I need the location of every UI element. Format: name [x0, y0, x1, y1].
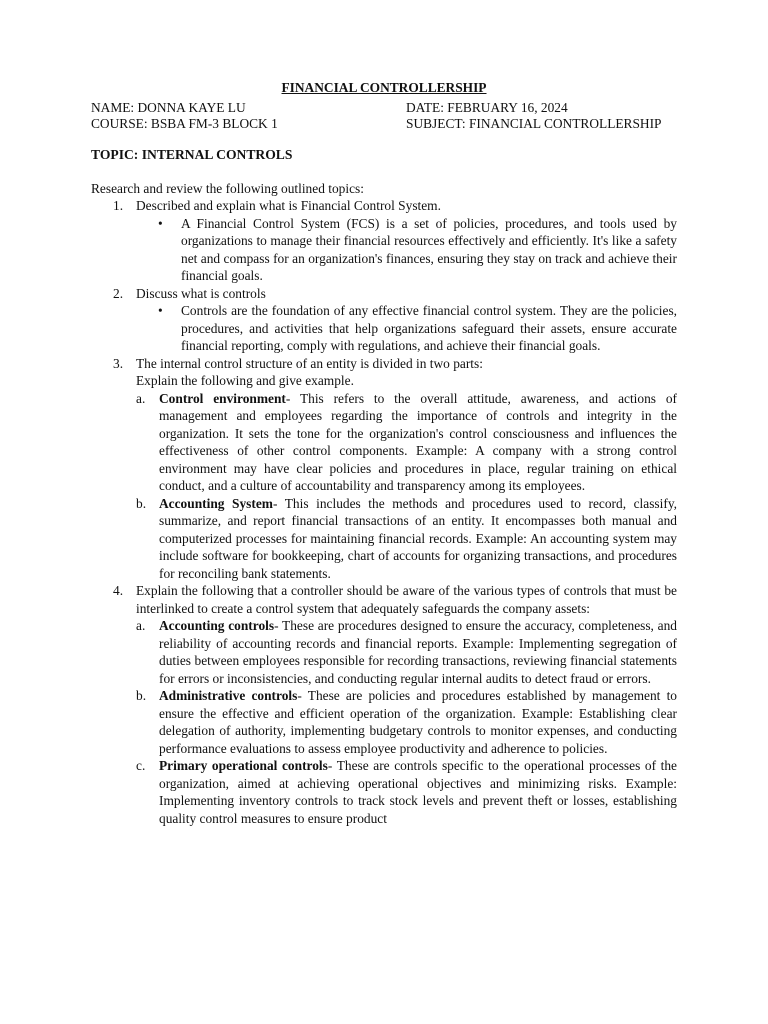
outline-item [91, 582, 677, 827]
topic-heading: TOPIC: INTERNAL CONTROLS [91, 147, 293, 162]
item-number: 3. [113, 355, 124, 371]
sub-item-body: - These are controls specific to the operational processes of the organization, aimed at achieving operational objectives and minimizing risks. Example: Implementing inventory controls to track stock levels and prevent theft or losses, establishing quality control measures to ensure product [159, 758, 677, 826]
bullet-icon: • [158, 215, 163, 231]
sub-item-body: - These are procedures designed to ensure the accuracy, completeness, and reliability of accounting records and financial reports. Example: Implementing segregation of duties between employees responsible for recording transactions, reviewing financial statements for errors or inconsistencies, and conducting regular internal audits to detect fraud or errors. [159, 618, 677, 686]
sub-item-letter: b. [136, 688, 147, 703]
sub-item [136, 495, 677, 583]
document-title: FINANCIAL CONTROLLERSHIP [281, 80, 487, 95]
item-question: Discuss what is controls [136, 285, 266, 301]
sub-item-letter: a. [136, 618, 146, 633]
bullet-text: A Financial Control System (FCS) is a set of policies, procedures, and tools used by organizations to manage their financial resources effectively and efficiently. It's like a safety net and compass for an organization's finances, ensuring they stay on track and achieve their financial goals. [181, 215, 677, 283]
sub-item-term: Administrative controls [159, 688, 298, 703]
item-number: 4. [113, 583, 124, 598]
sub-item-letter: c. [136, 758, 146, 773]
student-course: COURSE: BSBA FM-3 BLOCK 1 [91, 116, 278, 131]
sub-item-term: Control environment [159, 390, 286, 406]
item-answer [91, 215, 677, 285]
item-number: 2. [113, 285, 124, 301]
sub-item [136, 687, 677, 757]
outline-item [91, 197, 677, 215]
sub-item-body: - These are policies and procedures established by management to ensure the effective and efficient operation of the organization. Example: Establishing clear delegation of authority, implementing budgetary controls to monitor expenses, and conducting performance evaluations to assess employee productivity and adherence to policies. [159, 688, 678, 756]
item-question: Described and explain what is Financial Control System. [136, 198, 441, 213]
outline-item [91, 285, 677, 303]
sub-item-term: Accounting System [159, 495, 273, 511]
sub-item [136, 390, 677, 495]
sub-item-body: - This includes the methods and procedures used to record, classify, summarize, and report financial transactions of an entity. It encompasses both manual and computerized processes for maintaining financial records. Example: An accounting system may include software for bookkeeping, chart of accounts for organizing transactions, and procedures for reconciling bank statements. [159, 495, 677, 581]
item-number: 1. [113, 198, 124, 213]
bullet-text: Controls are the foundation of any effective financial control system. They are the policies, procedures, and activities that help organizations safeguard their assets, ensure accurate financial reporting, comply with regulations, and achieve their financial goals. [181, 303, 677, 353]
bullet-answer [136, 215, 677, 285]
item-question: The internal control structure of an entity is divided in two parts: [136, 355, 483, 371]
sub-item-term: Accounting controls [159, 618, 275, 633]
sub-item-term: Primary operational controls [159, 758, 328, 773]
item-answer [91, 302, 677, 355]
outline-list [91, 197, 677, 827]
item-question: Explain the following that a controller should be aware of the various types of controls that must be interlinked to create a control system that adequately safeguards the company assets: [136, 583, 677, 616]
item-instruction: Explain the following and give example. [136, 373, 354, 388]
sub-item [136, 617, 677, 687]
student-name: NAME: DONNA KAYE LU [91, 100, 246, 115]
sub-item-letter: a. [136, 390, 146, 406]
intro-text: Research and review the following outlined topics: [91, 181, 364, 196]
sub-item [136, 757, 677, 827]
bullet-answer [136, 302, 677, 355]
outline-item [91, 355, 677, 583]
sub-item-body: - This refers to the overall attitude, awareness, and actions of management and employees regarding the importance of controls and integrity in the organization. It sets the tone for the organization's control consciousness and influences the effectiveness of other control components. Example: A company with a strong control environment may have clear policies and procedures in place, regular training on ethical conduct, and a culture of accountability and transparency among its employees. [159, 390, 677, 493]
document-subject: SUBJECT: FINANCIAL CONTROLLERSHIP [406, 116, 662, 131]
bullet-icon: • [158, 303, 163, 318]
sub-item-letter: b. [136, 495, 147, 511]
document-date: DATE: FEBRUARY 16, 2024 [406, 100, 568, 115]
